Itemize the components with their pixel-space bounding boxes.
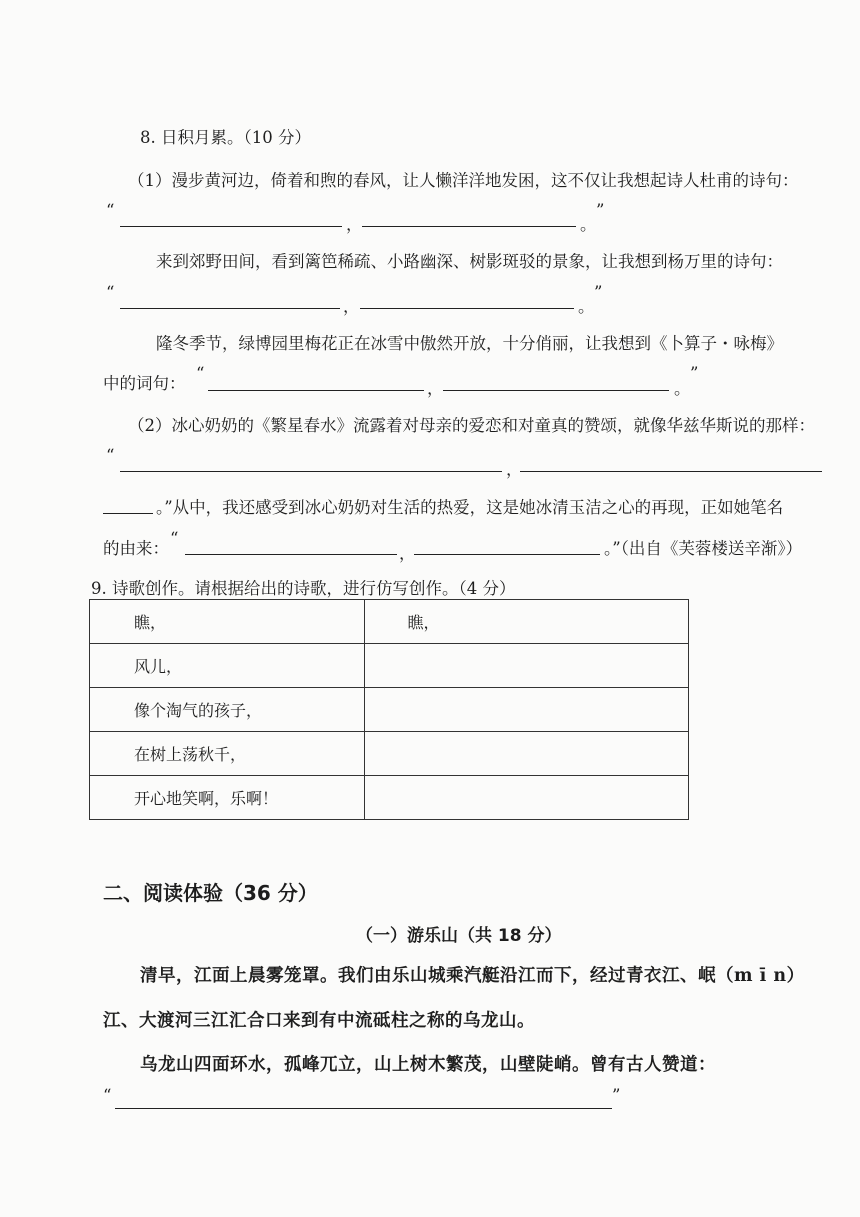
answer-blank[interactable] — [520, 471, 822, 472]
poem-imitation-table — [89, 599, 689, 820]
imitation-answer-cell[interactable] — [365, 776, 689, 820]
answer-blank[interactable] — [103, 513, 153, 514]
answer-blank[interactable] — [208, 390, 424, 391]
open-quote: “ — [106, 201, 115, 220]
q8-part2-continuation: 。”从中，我还感受到冰心奶奶对生活的热爱，这是她冰清玉洁之心的再现，正如她笔名 — [156, 498, 784, 517]
comma: ， — [343, 297, 360, 316]
period: 。 — [578, 297, 595, 316]
answer-blank[interactable] — [120, 308, 340, 309]
poem-line: 风儿， — [90, 644, 365, 688]
q8-part2-prompt: （2）冰心奶奶的《繁星春水》流露着对母亲的爱恋和对童真的赞颂，就像华兹华斯说的那样： — [128, 416, 815, 435]
period: 。 — [674, 379, 691, 398]
passage-paragraph: 江、大渡河三江汇合口来到有中流砥柱之称的乌龙山。 — [103, 1011, 535, 1031]
answer-blank[interactable] — [185, 554, 397, 555]
q8-part1-prompt-2: 来到郊野田间，看到篱笆稀疏、小路幽深、树影斑驳的景象，让我想到杨万里的诗句： — [156, 252, 783, 271]
q8-part1-prompt-3b: 中的词句： — [103, 374, 186, 393]
close-quote: ” — [612, 1086, 621, 1105]
open-quote: “ — [170, 529, 179, 548]
table-row — [90, 688, 689, 732]
answer-blank[interactable] — [362, 226, 576, 227]
q8-part1-prompt: （1）漫步黄河边，倚着和煦的春风，让人懒洋洋地发困，这不仅让我想起诗人杜甫的诗句： — [128, 171, 799, 190]
close-quote: ” — [690, 364, 699, 383]
passage-title: （一）游乐山（共 18 分） — [356, 926, 562, 946]
open-quote: “ — [103, 1086, 112, 1105]
answer-blank[interactable] — [115, 1108, 612, 1109]
comma: ， — [506, 460, 523, 479]
open-quote: “ — [196, 364, 205, 383]
close-quote: ” — [596, 201, 605, 220]
poem-line: 瞧， — [90, 600, 365, 644]
passage-paragraph: 清早，江面上晨雾笼罩。我们由乐山城乘汽艇沿江而下，经过青衣江、岷（m ī n） — [140, 966, 805, 986]
poem-line: 开心地笑啊，乐啊！ — [90, 776, 365, 820]
comma: ， — [346, 215, 363, 234]
answer-blank[interactable] — [443, 390, 669, 391]
q8-part2-origin: 的由来： — [103, 539, 169, 558]
q9-title: 9. 诗歌创作。请根据给出的诗歌，进行仿写创作。（4 分） — [91, 579, 516, 598]
imitation-answer-cell[interactable] — [365, 688, 689, 732]
table-row — [90, 776, 689, 820]
answer-blank[interactable] — [120, 226, 342, 227]
passage-paragraph: 乌龙山四面环水，孤峰兀立，山上树木繁茂，山壁陡峭。曾有古人赞道： — [140, 1055, 716, 1075]
period: 。 — [580, 215, 597, 234]
q8-title: 8. 日积月累。（10 分） — [140, 128, 311, 147]
comma: ， — [427, 379, 444, 398]
q8-part2-source: 。”（出自《芙蓉楼送辛渐》） — [604, 539, 803, 558]
section-heading: 二、阅读体验（36 分） — [103, 881, 318, 905]
poem-line: 像个淘气的孩子， — [90, 688, 365, 732]
table-row — [90, 600, 689, 644]
answer-blank[interactable] — [414, 554, 600, 555]
imitation-answer-cell[interactable]: 瞧， — [365, 600, 689, 644]
q8-part1-prompt-3: 隆冬季节，绿博园里梅花正在冰雪中傲然开放，十分俏丽，让我想到《卜算子・咏梅》 — [156, 334, 783, 353]
open-quote: “ — [106, 283, 115, 302]
table-row — [90, 644, 689, 688]
close-quote: ” — [594, 283, 603, 302]
imitation-answer-cell[interactable] — [365, 732, 689, 776]
poem-line: 在树上荡秋千， — [90, 732, 365, 776]
answer-blank[interactable] — [360, 308, 574, 309]
imitation-answer-cell[interactable] — [365, 644, 689, 688]
answer-blank[interactable] — [120, 471, 502, 472]
comma: ， — [399, 544, 416, 563]
table-row — [90, 732, 689, 776]
open-quote: “ — [106, 446, 115, 465]
